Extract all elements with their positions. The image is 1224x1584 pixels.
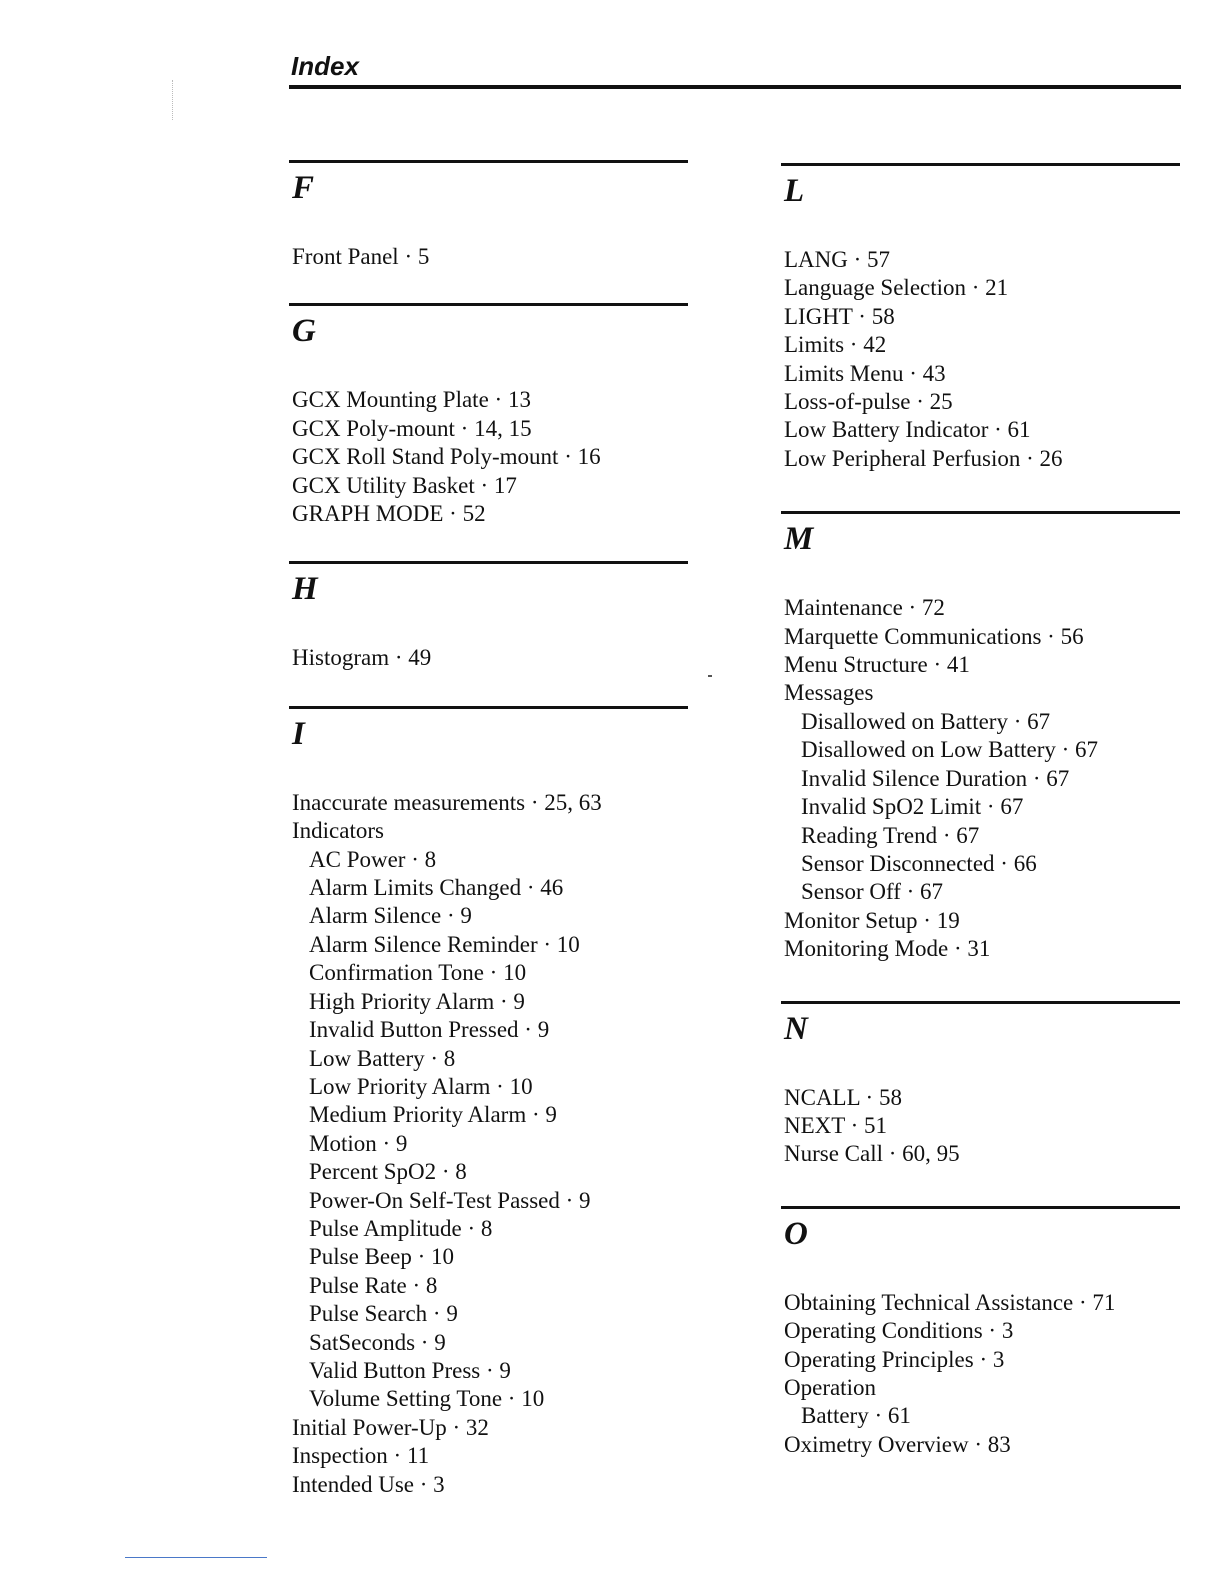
index-subentry: Battery · 61 <box>801 1403 911 1429</box>
index-section-i <box>289 706 689 1499</box>
index-entry: Monitor Setup · 19 <box>784 907 960 933</box>
section-rule <box>289 160 688 163</box>
section-rule <box>289 561 688 564</box>
index-entry: NEXT · 51 <box>784 1112 888 1138</box>
index-entry: Menu Structure · 41 <box>784 652 970 678</box>
index-entry: Obtaining Technical Assistance · 71 <box>784 1289 1116 1315</box>
index-section-h <box>289 561 689 672</box>
index-entry: Marquette Communications · 56 <box>784 623 1084 649</box>
stray-mark <box>708 675 712 677</box>
footer-rule <box>125 1557 267 1558</box>
index-subentry: Invalid SpO2 Limit · 67 <box>801 794 1024 820</box>
index-subentry: Valid Button Press · 9 <box>309 1357 511 1383</box>
section-letter: M <box>784 521 814 558</box>
index-entry: Inaccurate measurements · 25, 63 <box>292 789 602 815</box>
section-letter: G <box>292 313 316 350</box>
index-section-o <box>781 1206 1181 1459</box>
section-letter: H <box>292 571 318 608</box>
section-rule <box>289 303 688 306</box>
index-subentry: Low Priority Alarm · 10 <box>309 1073 533 1099</box>
index-entry-list <box>781 246 1181 473</box>
index-entry-list <box>289 789 689 1499</box>
index-subentry: Invalid Button Pressed · 9 <box>309 1017 550 1043</box>
index-entry-list <box>289 644 689 672</box>
index-subentry: Power-On Self-Test Passed · 9 <box>309 1187 591 1213</box>
index-entry: Histogram · 49 <box>292 645 432 671</box>
index-subentry: High Priority Alarm · 9 <box>309 988 525 1014</box>
index-subentry: Medium Priority Alarm · 9 <box>309 1102 557 1128</box>
index-subentry: Reading Trend · 67 <box>801 822 980 848</box>
index-entry: Front Panel · 5 <box>292 244 430 269</box>
index-subentry: Alarm Silence · 9 <box>309 903 472 929</box>
index-entry: Messages <box>784 680 874 706</box>
section-rule <box>289 706 688 709</box>
index-section-l <box>781 163 1181 473</box>
section-letter: I <box>292 715 305 752</box>
index-entry: Operation <box>784 1374 876 1400</box>
index-entry-list <box>781 1289 1181 1459</box>
section-rule <box>781 1206 1180 1209</box>
section-letter: O <box>784 1215 808 1252</box>
index-subentry: Volume Setting Tone · 10 <box>309 1386 545 1412</box>
index-subentry: Pulse Amplitude · 8 <box>309 1215 493 1241</box>
index-entry-list <box>289 386 689 528</box>
page-title: Index <box>291 51 359 81</box>
index-subentry: Pulse Rate · 8 <box>309 1272 438 1298</box>
index-section-g <box>289 303 689 528</box>
index-section-m <box>781 511 1181 963</box>
index-subentry: Sensor Off · 67 <box>801 879 944 905</box>
section-letter: F <box>292 170 315 206</box>
index-subentry: Alarm Limits Changed · 46 <box>309 875 564 901</box>
index-entry: Oximetry Overview · 83 <box>784 1431 1011 1457</box>
index-subentry: Pulse Beep · 10 <box>309 1244 455 1270</box>
index-entry: Intended Use · 3 <box>292 1471 445 1497</box>
index-entry: GCX Poly-mount · 14, 15 <box>292 415 532 441</box>
index-entry: Operating Conditions · 3 <box>784 1318 1014 1344</box>
index-subentry: Confirmation Tone · 10 <box>309 960 527 986</box>
index-entry: GRAPH MODE · 52 <box>292 501 486 527</box>
header-rule <box>289 85 1181 89</box>
index-entry: Limits · 42 <box>784 332 887 358</box>
index-subentry: Sensor Disconnected · 66 <box>801 850 1037 876</box>
index-entry-list <box>289 243 689 271</box>
index-subentry: Pulse Search · 9 <box>309 1301 458 1327</box>
index-entry: Language Selection · 21 <box>784 275 1009 301</box>
left-column <box>289 160 689 1499</box>
index-entry: Initial Power-Up · 32 <box>292 1414 489 1440</box>
section-letter: N <box>784 1010 808 1047</box>
index-entry-list <box>781 594 1181 963</box>
index-subentry: Motion · 9 <box>309 1130 408 1156</box>
index-subentry: AC Power · 8 <box>309 846 437 872</box>
index-entry: Nurse Call · 60, 95 <box>784 1141 960 1167</box>
index-subentry: Alarm Silence Reminder · 10 <box>309 931 580 957</box>
index-subentry: Disallowed on Low Battery · 67 <box>801 737 1099 763</box>
index-section-f <box>289 160 689 271</box>
section-rule <box>781 1001 1180 1004</box>
index-entry: GCX Roll Stand Poly-mount · 16 <box>292 444 601 470</box>
index-entry: Low Peripheral Perfusion · 26 <box>784 445 1063 471</box>
section-rule <box>781 163 1180 166</box>
index-subentry: Invalid Silence Duration · 67 <box>801 765 1070 791</box>
index-subentry: Low Battery · 8 <box>309 1045 456 1071</box>
index-entry: NCALL · 58 <box>784 1084 902 1110</box>
index-entry: Maintenance · 72 <box>784 595 945 621</box>
index-entry: LIGHT · 58 <box>784 303 895 329</box>
index-subentry: SatSeconds · 9 <box>309 1329 446 1355</box>
index-subentry: Disallowed on Battery · 67 <box>801 708 1051 734</box>
index-subentry: Percent SpO2 · 8 <box>309 1159 467 1185</box>
index-entry: Indicators <box>292 818 384 844</box>
section-letter: L <box>784 173 805 209</box>
index-entry: Low Battery Indicator · 61 <box>784 417 1031 443</box>
index-entry: GCX Mounting Plate · 13 <box>292 387 531 413</box>
index-entry: Loss-of-pulse · 25 <box>784 389 953 415</box>
index-entry: Operating Principles · 3 <box>784 1346 1005 1372</box>
index-entry: LANG · 57 <box>784 247 891 272</box>
index-entry: Monitoring Mode · 31 <box>784 936 991 962</box>
index-section-n <box>781 1001 1181 1169</box>
index-entry: Limits Menu · 43 <box>784 360 946 386</box>
index-entry: Inspection · 11 <box>292 1443 430 1469</box>
section-rule <box>781 511 1180 514</box>
right-column <box>781 163 1181 1459</box>
margin-mark <box>172 80 175 120</box>
index-entry-list <box>781 1084 1181 1169</box>
index-entry: GCX Utility Basket · 17 <box>292 472 517 498</box>
